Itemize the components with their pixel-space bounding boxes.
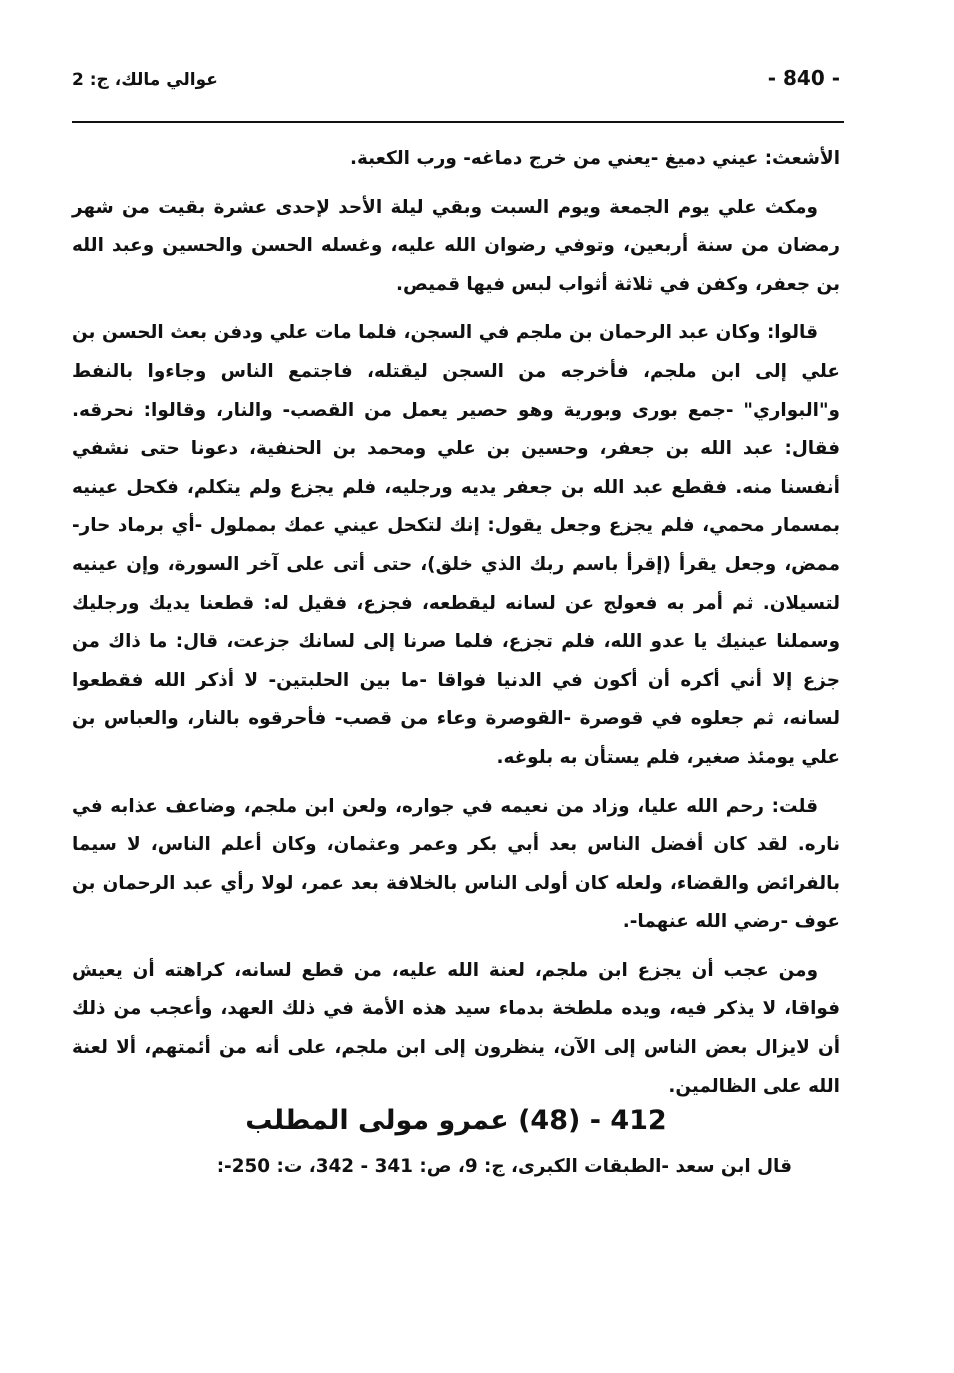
page-header	[72, 66, 840, 102]
source-citation: قال ابن سعد -الطبقات الكبرى، ج: 9، ص: 341 - 342، ت: 250-:	[216, 1156, 792, 1177]
running-title: عوالي مالك، ج: 2	[72, 70, 218, 90]
paragraph-death-of-ali: ومكث علي يوم الجمعة ويوم السبت وبقي ليلة الأحد لإحدى عشرة بقيت من شهر رمضان من سنة أربعين، وتوفي رضوان الله عليه، وغسله الحسن والحسين وعبد الله بن جعفر، وكفن في ثلاثة أثواب لبس فيها قميص.	[72, 196, 840, 295]
section-heading: 412 - (48) عمرو مولى المطلب	[245, 1105, 667, 1136]
body-text	[72, 140, 840, 1116]
paragraph-wonder: ومن عجب أن يجزع ابن ملجم، لعنة الله عليه، من قطع لسانه، كراهته أن يعيش فواقا، لا يذكر فيه، ويده ملطخة بدماء سيد هذه الأمة في ذلك العهد، وأعجب من ذلك أن لايزال بعض الناس إلى الآن، ينظرون إلى ابن ملجم، على أنه من أئمتهم، ألا لعنة الله على الظالمين.	[72, 959, 840, 1097]
header-rule	[72, 121, 844, 123]
paragraph-ashath: الأشعث: عيني دميغ -يعني من خرج دماغه- ورب الكعبة.	[349, 148, 840, 169]
paragraph-ibn-muljam-execution: قالوا: وكان عبد الرحمان بن ملجم في السجن، فلما مات علي ودفن بعث الحسن بن علي إلى ابن ملجم، فأخرجه من السجن ليقتله، فاجتمع الناس وجاءوا بالنفط و"البواري" -جمع بورى وبورية وهو حصير يعمل من القصب- والنار، وقالوا: نحرقه. فقال: عبد الله بن جعفر، وحسين بن علي ومحمد بن الحنفية، دعونا حتى نشفي أنفسنا منه. فقطع عبد الله بن جعفر يديه ورجليه، فلم يجزع ولم يتكلم، فكحل عينيه بمسمار محمي، فلم يجزع وجعل يقول: إنك لتكحل عيني عمك بمملول -أي برماد حار- ممض، وجعل يقرأ (إقرأ باسم ربك الذي خلق)، حتى أتى على آخر السورة، وإن عينيه لتسيلان. ثم أمر به فعولج عن لسانه ليقطعه، فجزع، فقيل له: قطعنا يديك ورجليك وسملنا عينيك يا عدو الله، فلم تجزع، فلما صرنا إلى لسانك جزعت، قال: ما ذاك من جزع إلا أني أكره أن أكون في الدنيا فواقا -ما بين الحلبتين- لا أذكر الله فقطعوا لسانه، ثم جعلوه في قوصرة -القوصرة وعاء من قصب- فأحرقوه بالنار، والعباس بن علي يومئذ صغير، فلم يستأن به بلوغه.	[72, 322, 840, 768]
paragraph-author-comment: قلت: رحم الله عليا، وزاد من نعيمه في جواره، ولعن ابن ملجم، وضاعف عذابه في ناره. لقد كان أفضل الناس بعد أبي بكر وعمر وعثمان، وكان أعلم الناس، لا سيما بالفرائض والقضاء، ولعله كان أولى الناس بالخلافة بعد عمر، لولا رأي عبد الرحمان بن عوف -رضي الله عنهما-.	[72, 795, 840, 933]
page-number: - 840 -	[767, 66, 840, 90]
